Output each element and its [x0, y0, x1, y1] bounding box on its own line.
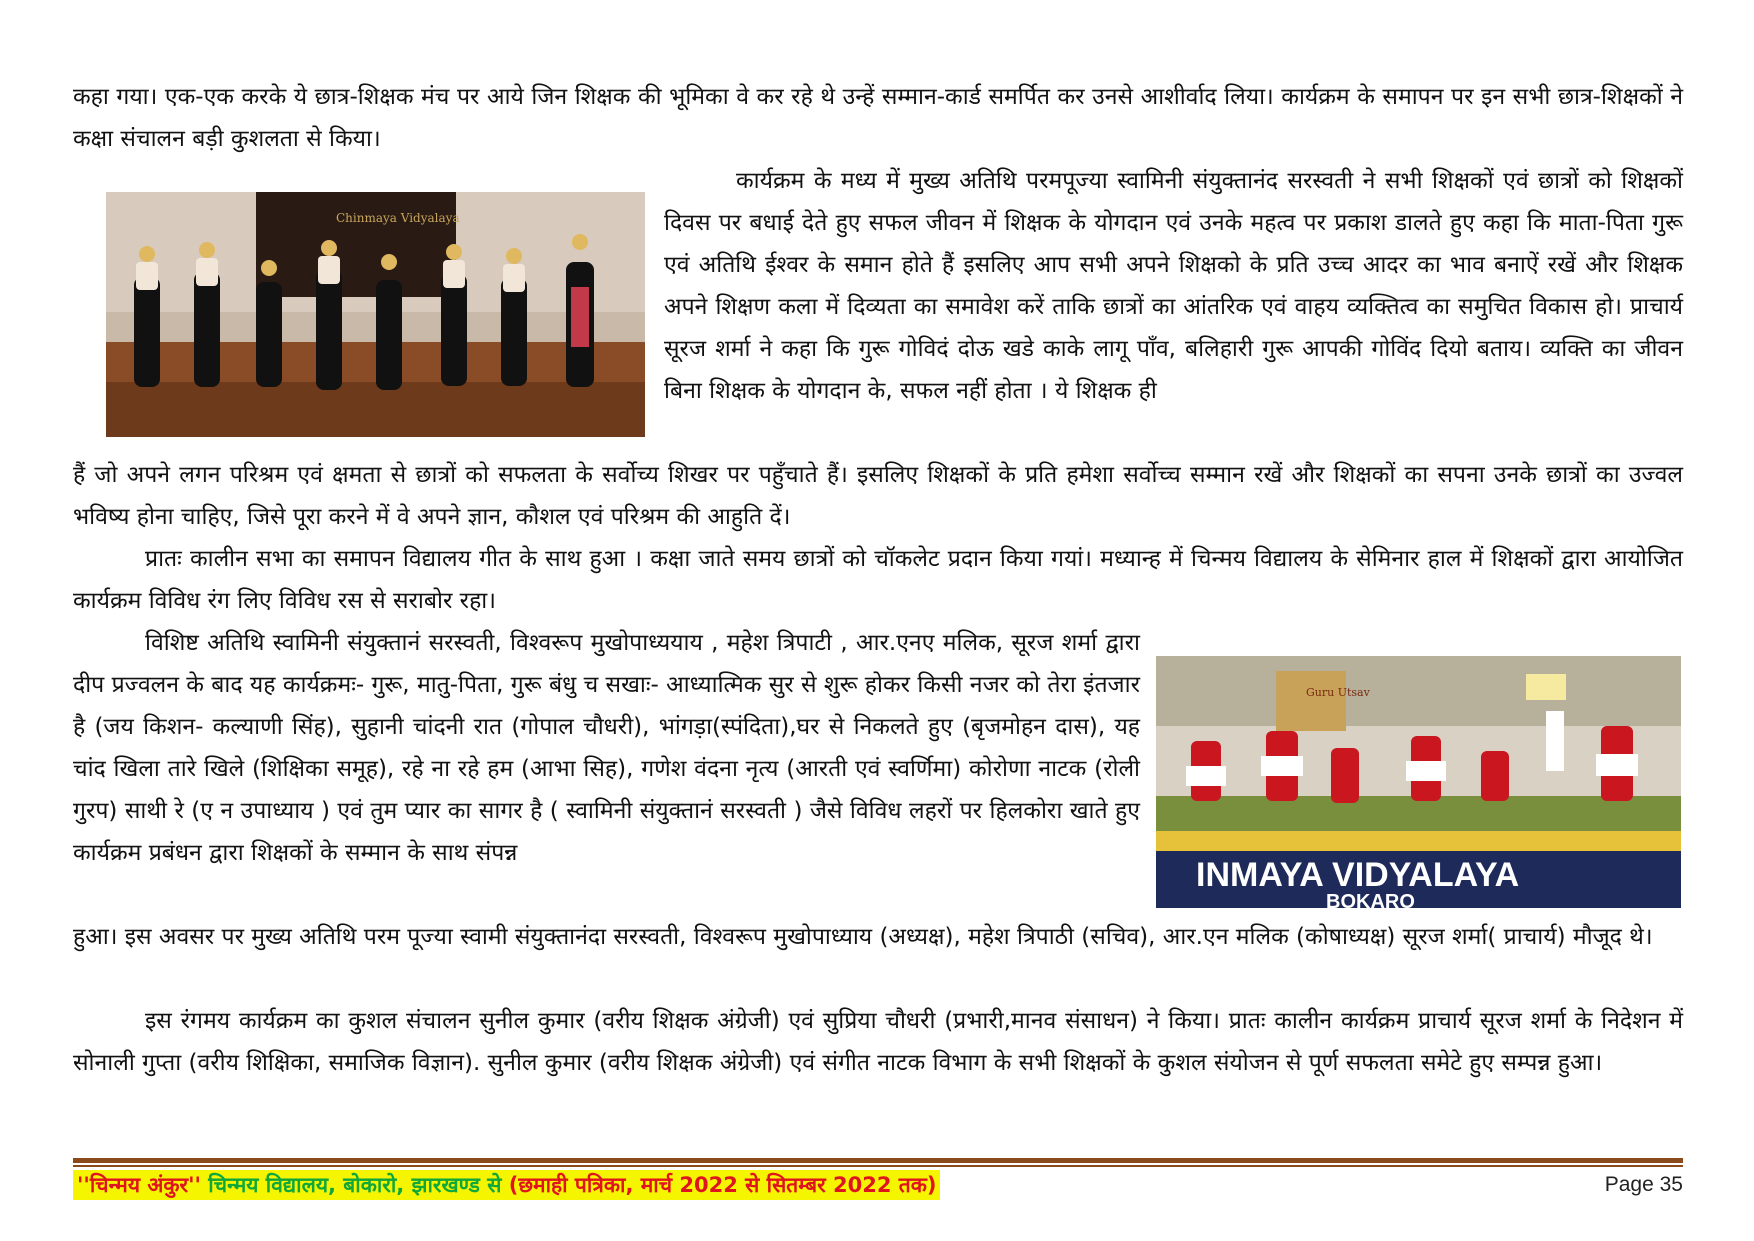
- footer-rule-thin: [73, 1165, 1683, 1167]
- footer-rule-thick: [73, 1158, 1683, 1163]
- dance-photo-2: [1156, 656, 1681, 908]
- photo2-banner-text: INMAYA VIDYALAYA: [1196, 856, 1520, 894]
- footer-magazine-title: [73, 1170, 940, 1200]
- paragraph-2-continued: हैं जो अपने लगन परिश्रम एवं क्षमता से छात्रों को सफलता के सर्वोच्य शिखर पर पहुँचाते हैं। इसलिए शिक्षकों के प्रति हमेशा सर्वोच्च सम्मान रखें और शिक्षकों का सपना उनके छात्रों का उज्वल भविष्य होना चाहिए, जिसे पूरा करने में वे अपने ज्ञान, कौशल एवं परिश्रम की आहुति दें।: [73, 462, 1683, 530]
- paragraph-3: प्रातः कालीन सभा का समापन विद्यालय गीत के साथ हुआ । कक्षा जाते समय छात्रों को चॉकलेट प्रदान किया गयां। मध्यान्ह में चिन्मय विद्यालय के सेमिनार हाल में शिक्षकों द्वारा आयोजित कार्यक्रम विविध रंग लिए विविध रस से सराबोर रहा।: [73, 546, 1683, 614]
- paragraph-2: कार्यक्रम के मध्य में मुख्य अतिथि परमपूज्या स्वामिनी संयुक्तानंद सरस्वती ने सभी शिक्षकों एवं छात्रों को शिक्षकों दिवस पर बधाई देते हुए सफल जीवन में शिक्षक के योगदान एवं उनके महत्व पर प्रकाश डालते हुए कहा कि माता-पिता गुरू एवं अतिथि ईश्वर के समान होते हैं इसलिए आप सभी अपने शिक्षको के प्रति उच्च आदर का भाव बनाऐं रखें और शिक्षक अपने शिक्षण कला में दिव्यता का समावेश करें ताकि छात्रों का आंतरिक एवं वाहय व्यक्तित्व का समुचित विकास हो। प्राचार्य सूरज शर्मा ने कहा कि गुरू गोविदं दोऊ खडे काके लागू पाँव, बलिहारी गुरू आपकी गोविंद दियो बताय। व्यक्ति का जीवन बिना शिक्षक के योगदान के, सफल नहीं होता । ये शिक्षक ही: [664, 168, 1683, 404]
- paragraph-1: कहा गया। एक-एक करके ये छात्र-शिक्षक मंच पर आये जिन शिक्षक की भूमिका वे कर रहे थे उन्हें सम्मान-कार्ड समर्पित कर उनसे आशीर्वाद लिया। कार्यक्रम के समापन पर इन सभी छात्र-शिक्षकों ने कक्षा संचालन बड़ी कुशलता से किया।: [73, 84, 1683, 152]
- footer-magazine-name: ''चिन्मय अंकुर'': [77, 1173, 201, 1197]
- paragraph-4-continued: हुआ। इस अवसर पर मुख्य अतिथि परम पूज्या स्वामी संयुक्तानंदा सरस्वती, विश्वरूप मुखोपाध्याय (अध्यक्ष), महेश त्रिपाठी (सचिव), आर.एन मलिक (कोषाध्यक्ष) सूरज शर्मा( प्राचार्य) मौजूद थे।: [73, 924, 1653, 950]
- footer-school-name: चिन्मय विद्यालय, बोकारो, झारखण्ड से: [200, 1173, 509, 1197]
- paragraph-4: विशिष्ट अतिथि स्वामिनी संयुक्तानं सरस्वती, विश्वरूप मुखोपाध्ययाय , महेश त्रिपाटी , आर.एनए मलिक, सूरज शर्मा द्वारा दीप प्रज्वलन के बाद यह कार्यक्रमः- गुरू, मातु-पिता, गुरू बंधु च सखाः- आध्यात्मिक सुर से शुरू होकर किसी नजर को तेरा इंतजार है (जय किशन- कल्याणी सिंह), सुहानी चांदनी रात (गोपाल चौधरी), भांगड़ा(स्पंदिता),घर से निकलते हुए (बृजमोहन दास), यह चांद खिला तारे खिले (शिक्षिका समूह), रहे ना रहे हम (आभा सिह), गणेश वंदना नृत्य (आरती एवं स्वर्णिमा) कोरोणा नाटक (रोली गुरप) साथी रे (ए न उपाध्याय ) एवं तुम प्यार का सागर है ( स्वामिनी संयुक्तानं सरस्वती ) जैसे विविध लहरों पर हिलकोरा खाते हुए कार्यक्रम प्रबंधन द्वारा शिक्षकों के सम्मान के साथ संपन्न: [73, 630, 1140, 866]
- paragraph-5: इस रंगमय कार्यक्रम का कुशल संचालन सुनील कुमार (वरीय शिक्षक अंग्रेजी) एवं सुप्रिया चौधरी (प्रभारी,मानव संसाधन) ने किया। प्रातः कालीन कार्यक्रम प्राचार्य सूरज शर्मा के निदेशन में सोनाली गुप्ता (वरीय शिक्षिका, समाजिक विज्ञान). सुनील कुमार (वरीय शिक्षक अंग्रेजी) एवं संगीत नाटक विभाग के सभी शिक्षकों के कुशल संयोजन से पूर्ण सफलता समेटे हुए सम्पन्न हुआ।: [73, 1008, 1683, 1076]
- photo2-sub-text: BOKARO: [1326, 891, 1415, 908]
- photo2-sign-text: Guru Utsav: [1306, 686, 1370, 699]
- page-number: Page 35: [1604, 1173, 1683, 1196]
- dance-photo-1: [106, 192, 645, 437]
- footer-edition: (छमाही पत्रिका, मार्च 2022 से सितम्बर 2022 तक): [508, 1173, 937, 1197]
- photo1-banner-text: Chinmaya Vidyalaya: [336, 211, 460, 225]
